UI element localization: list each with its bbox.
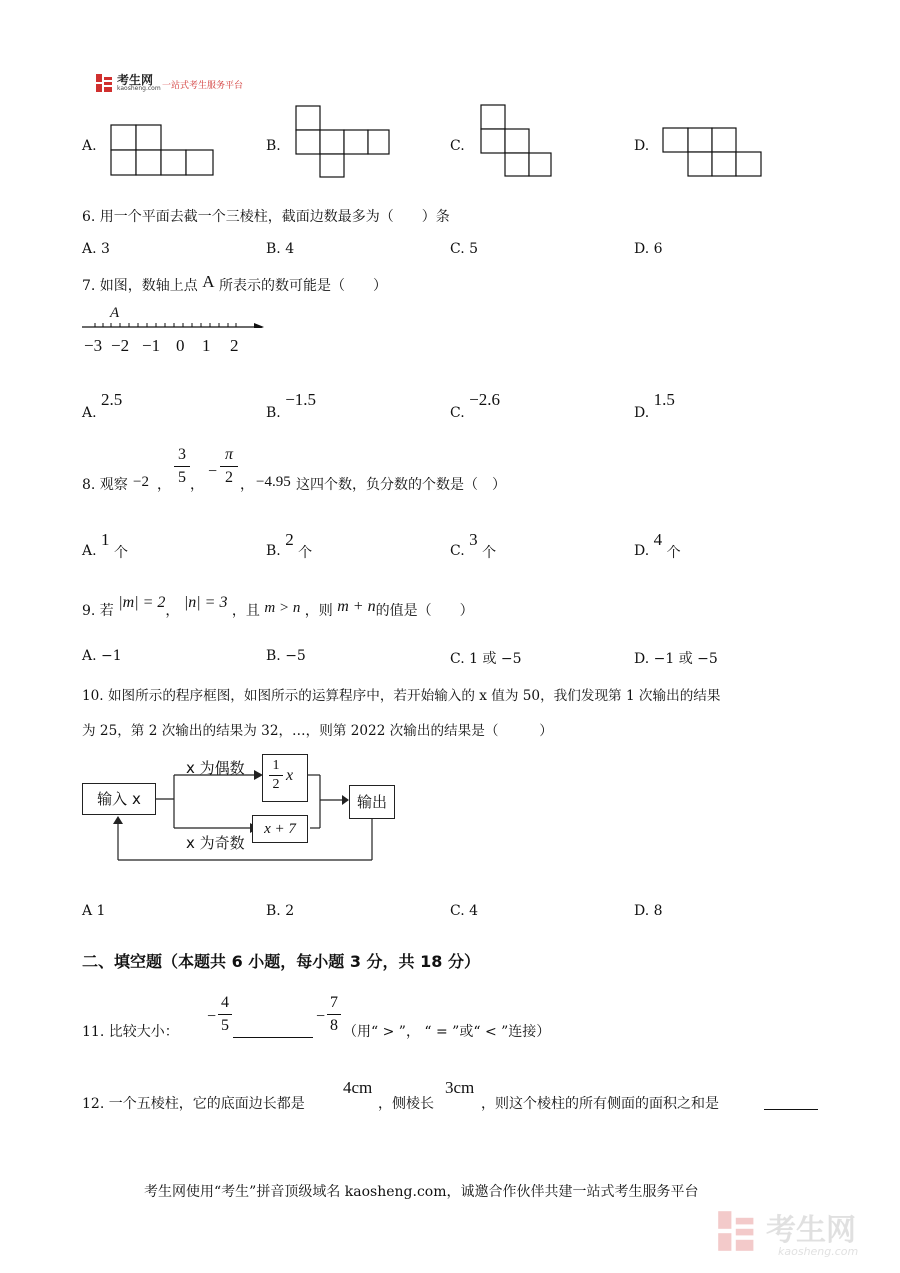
q5-net-c[interactable] (480, 104, 554, 178)
logo-main-text: 考生网 (117, 73, 154, 87)
q7-option-a[interactable] (82, 390, 123, 421)
q8-n4: −4.95 (256, 474, 291, 490)
q10-odd-label: x 为奇数 (186, 834, 245, 852)
q8-neg: − (208, 463, 218, 480)
q9-expr4: m + n (337, 598, 376, 615)
q12-v1: 4cm (343, 1078, 373, 1097)
q8-option-unit: 个 (113, 545, 128, 561)
q7-tick: 0 (176, 336, 185, 355)
q8-comma-3: ， (240, 477, 254, 493)
q9-expr3: m > n (264, 600, 301, 616)
q10-option-d[interactable]: D. 8 (634, 903, 663, 919)
q9-option-c[interactable]: C. 1 或 −5 (450, 651, 522, 667)
fraction-bar (220, 466, 238, 467)
q5-option-c-label: C. (450, 138, 465, 154)
q7-option-value: 2.5 (101, 390, 123, 409)
q9-expr1: |m| = 2 (118, 594, 166, 611)
q8-frac2-den: 2 (225, 469, 233, 486)
q8-option-letter: C. (450, 543, 465, 559)
q11-fraction-2 (327, 994, 341, 1035)
q7-option-letter: C. (450, 405, 465, 421)
q6-option-d[interactable]: D. 6 (634, 241, 663, 257)
q7-prefix: 7. 如图，数轴上点 (82, 278, 198, 294)
q8-option-unit: 个 (298, 545, 313, 561)
q11-f2-num: 7 (330, 994, 338, 1011)
watermark-sub: kaosheng.com (778, 1245, 859, 1258)
q8-option-letter: A. (82, 543, 97, 559)
q8-option-letter: D. (634, 543, 650, 559)
q10-line2: 为 25，第 2 次输出的结果为 32，…，则第 2022 次输出的结果是（ ） (82, 723, 553, 739)
q7-option-c[interactable] (450, 390, 500, 421)
q9-option-b[interactable]: B. −5 (266, 648, 306, 664)
q8-fraction-2 (220, 446, 238, 487)
watermark-main: 考生网 (766, 1213, 856, 1248)
q8-option-b[interactable] (266, 530, 313, 561)
q10-option-a[interactable]: A 1 (82, 903, 106, 919)
footer-text: 考生网使用“考生”拼音顶级域名 kaosheng.com，诚邀合作伙伴共建一站式考生服务平台 (144, 1184, 699, 1200)
q8-option-value: 4 (653, 530, 663, 549)
q7-suffix: 所表示的数可能是（ ） (219, 278, 387, 294)
q6-option-a[interactable]: A. 3 (82, 241, 110, 257)
logo-slogan: 一站式考生服务平台 (162, 81, 244, 91)
q7-option-letter: B. (266, 405, 281, 421)
q7-tick: −2 (111, 336, 130, 355)
q11-f2-den: 8 (330, 1017, 338, 1034)
q7-option-value: −1.5 (285, 390, 317, 409)
q8-frac1-den: 5 (178, 469, 186, 486)
q7-option-letter: A. (82, 405, 97, 421)
q8-option-d[interactable] (634, 530, 681, 561)
q7-tick: −1 (142, 336, 161, 355)
q11-f1-den: 5 (221, 1017, 229, 1034)
q11-suffix: （用“ > ”， “ = ”或“ < ”连接） (343, 1024, 551, 1040)
q7-point: A (202, 272, 215, 291)
q7-axis-point-label: A (110, 305, 120, 321)
q11-answer-blank[interactable] (233, 1021, 313, 1038)
q8-option-unit: 个 (666, 545, 681, 561)
fraction-bar (218, 1014, 232, 1015)
q9-suffix: 的值是（ ） (375, 603, 474, 619)
q7-tick: 1 (202, 336, 211, 355)
q5-net-a[interactable] (110, 124, 216, 178)
q7-option-value: −2.6 (469, 390, 500, 409)
q8-comma-2: ， (190, 477, 204, 493)
q11-f1-num: 4 (221, 994, 229, 1011)
q12-mid: ，侧棱长 (378, 1096, 434, 1112)
q10-half-box (262, 754, 308, 802)
q12-v2: 3cm (445, 1078, 475, 1097)
q7-number-line (80, 304, 270, 328)
q6-option-b[interactable]: B. 4 (266, 241, 295, 257)
q10-plus7-box: x + 7 (252, 815, 308, 843)
q10-option-b[interactable]: B. 2 (266, 903, 295, 919)
q7-option-b[interactable] (266, 390, 317, 421)
q10-output-box: 输出 (349, 785, 395, 819)
q9-option-a[interactable]: A. −1 (82, 648, 122, 664)
q9-comma: ， (165, 603, 180, 619)
logo-mark-icon (95, 73, 115, 93)
q10-input-box: 输入 x (82, 783, 156, 815)
q7-tick: 2 (230, 336, 239, 355)
q8-n1: −2 (133, 474, 149, 490)
q6-text: 6. 用一个平面去截一个三棱柱，截面边数最多为（ ）条 (82, 209, 450, 225)
q9-prefix: 9. 若 (82, 603, 114, 619)
q5-option-b-label: B. (266, 138, 281, 154)
q5-net-b[interactable] (295, 105, 391, 179)
q10-half-num: 1 (272, 758, 280, 773)
q8-frac2-num: π (224, 446, 233, 463)
q11-neg-1: − (207, 1008, 217, 1025)
q10-even-label: x 为偶数 (186, 759, 245, 777)
q11-fraction-1 (218, 994, 232, 1035)
q10-half-var: x (286, 767, 294, 784)
logo-sub-text: kaosheng.com (117, 85, 161, 92)
q7-option-d[interactable] (634, 390, 675, 421)
q8-prefix: 8. 观察 (82, 477, 128, 493)
q11-prefix: 11. 比较大小： (82, 1024, 179, 1040)
footer-watermark (716, 1205, 886, 1261)
q8-option-unit: 个 (482, 545, 497, 561)
fraction-bar (327, 1014, 341, 1015)
section-2-title: 二、填空题（本题共 6 小题，每小题 3 分，共 18 分） (82, 952, 480, 971)
q7-text (82, 272, 387, 295)
q8-option-value: 1 (101, 530, 110, 549)
q8-frac1-num: 3 (178, 446, 186, 463)
q12-answer-blank[interactable] (764, 1093, 818, 1110)
q5-net-d[interactable] (662, 127, 764, 179)
fraction-bar (269, 775, 283, 776)
q10-line1: 10. 如图所示的程序框图，如图所示的运算程序中，若开始输入的 x 值为 50，我们发现第 1 次输出的结果 (82, 688, 721, 704)
q12-suffix: ，则这个棱柱的所有侧面的面积之和是 (481, 1096, 719, 1112)
q10-half-fraction (269, 758, 283, 793)
q5-option-a-label: A. (82, 138, 97, 154)
q8-option-value: 3 (469, 530, 478, 549)
q8-option-a[interactable] (82, 530, 128, 561)
q11-neg-2: − (316, 1008, 326, 1025)
q8-fraction-1 (174, 446, 190, 487)
q8-comma-1: ， (157, 477, 171, 493)
q8-option-value: 2 (285, 530, 294, 549)
q8-option-c[interactable] (450, 530, 497, 561)
q9-expr2: |n| = 3 (183, 594, 228, 611)
q10-option-c[interactable]: C. 4 (450, 903, 479, 919)
q6-option-c[interactable]: C. 5 (450, 241, 479, 257)
q9-mid: ，且 (231, 603, 260, 619)
q8-option-letter: B. (266, 543, 281, 559)
q7-option-value: 1.5 (653, 390, 675, 409)
q9-text (82, 594, 474, 620)
fraction-bar (174, 466, 190, 467)
q8-suffix: 这四个数，负分数的个数是（ ） (296, 477, 506, 493)
watermark-logo-icon (716, 1207, 760, 1255)
q7-tick: −3 (84, 336, 103, 355)
q5-option-d-label: D. (634, 138, 650, 154)
q12-prefix: 12. 一个五棱柱，它的底面边长都是 (82, 1096, 305, 1112)
q9-mid2: ，则 (304, 603, 333, 619)
q10-half-den: 2 (272, 777, 280, 792)
q9-option-d[interactable]: D. −1 或 −5 (634, 651, 718, 667)
q7-option-letter: D. (634, 405, 650, 421)
